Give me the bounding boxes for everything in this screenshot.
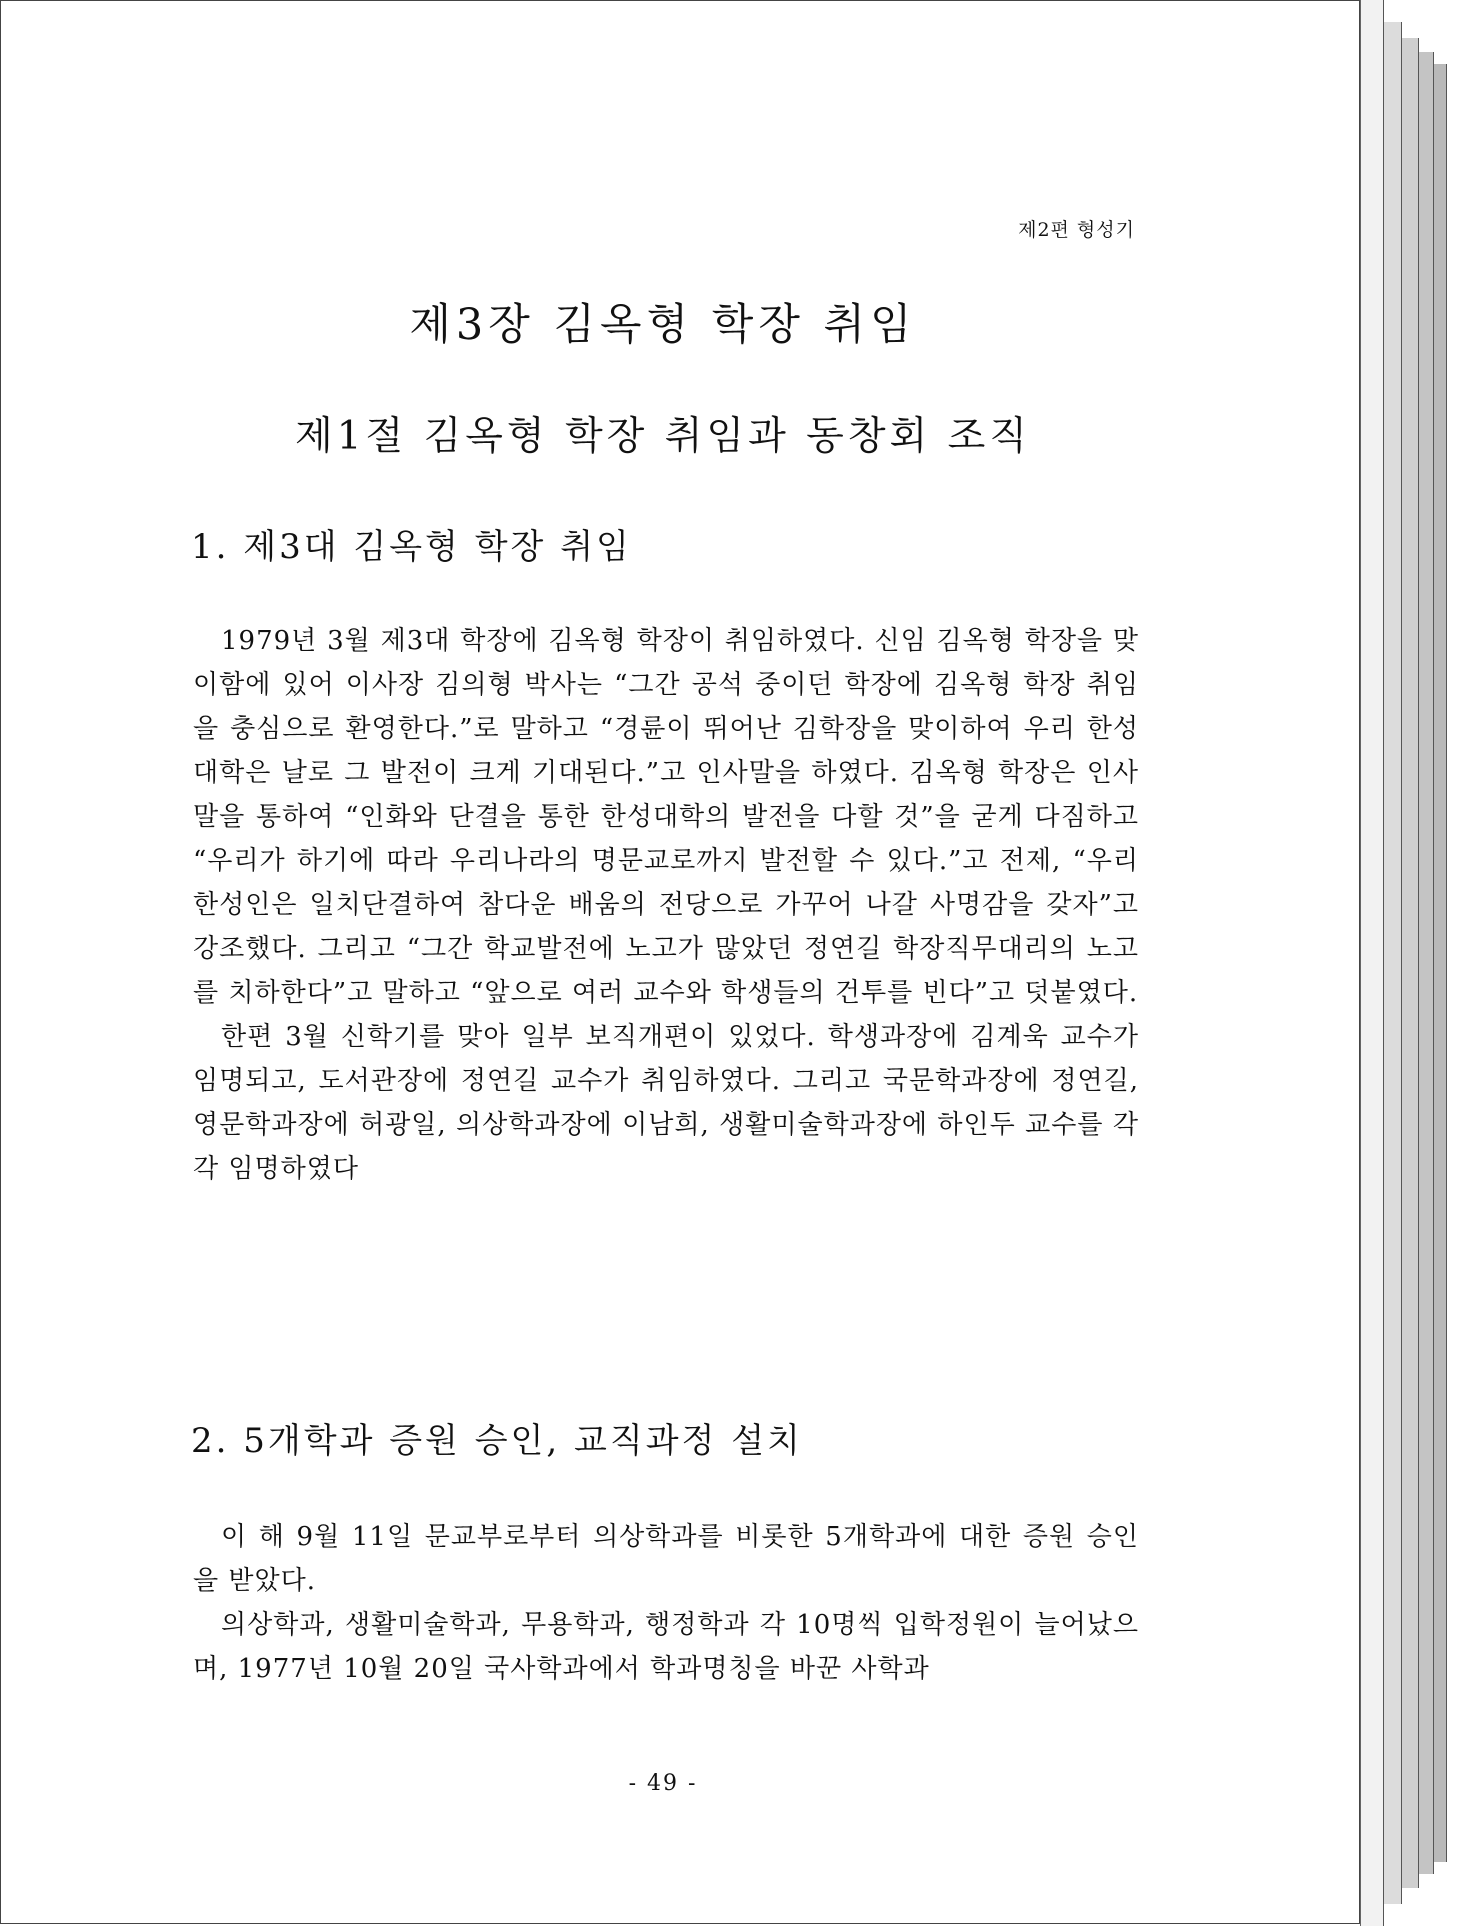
paragraph: 의상학과, 생활미술학과, 무용학과, 행정학과 각 10명씩 입학정원이 늘어났으며, 1977년 10월 20일 국사학과에서 학과명칭을 바꾼 사학과 xyxy=(193,1610,1139,1684)
subsection-body-1 xyxy=(193,619,1139,1191)
book-edge xyxy=(1360,0,1384,1926)
book-edge xyxy=(1402,38,1419,1888)
subsection-body-2 xyxy=(193,1515,1139,1691)
paragraph: 한편 3월 신학기를 맞아 일부 보직개편이 있었다. 학생과장에 김계욱 교수가 임명되고, 도서관장에 정연길 교수가 취임하였다. 그리고 국문학과장에 정연길, 영문학과장에 허광일, 의상학과장에 이남희, 생활미술학과장에 하인두 교수를 각각 임명하였다 xyxy=(193,1022,1139,1184)
paragraph: 1979년 3월 제3대 학장에 김옥형 학장이 취임하였다. 신임 김옥형 학장을 맞이함에 있어 이사장 김의형 박사는 “그간 공석 중이던 학장에 김옥형 학장 취임을 충심으로 환영한다.”로 말하고 “경륜이 뛰어난 김학장을 맞이하여 우리 한성대학은 날로 그 발전이 크게 기대된다.”고 인사말을 하였다. 김옥형 학장은 인사말을 통하여 “인화와 단결을 통한 한성대학의 발전을 다할 것”을 굳게 다짐하고 “우리가 하기에 따라 우리나라의 명문교로까지 발전할 수 있다.”고 전제, “우리 한성인은 일치단결하여 참다운 배움의 전당으로 가꾸어 나갈 사명감을 갖자”고 강조했다. 그리고 “그간 학교발전에 노고가 많았던 정연길 학장직무대리의 노고를 치하한다”고 말하고 “앞으로 여러 교수와 학생들의 건투를 빈다”고 덧붙였다. xyxy=(193,626,1139,1008)
subsection-heading-2: 2. 5개학과 증원 승인, 교직과정 설치 xyxy=(191,1421,803,1461)
running-head: 제2편 형성기 xyxy=(1018,219,1135,241)
paragraph: 이 해 9월 11일 문교부로부터 의상학과를 비롯한 5개학과에 대한 증원 승인을 받았다. xyxy=(193,1522,1139,1596)
book-edge xyxy=(1434,64,1447,1862)
page-number: - 49 - xyxy=(628,1771,698,1796)
book-edge xyxy=(1419,52,1434,1874)
subsection-heading-1: 1. 제3대 김옥형 학장 취임 xyxy=(191,527,632,567)
book-edge xyxy=(1383,22,1402,1904)
chapter-title: 제3장 김옥형 학장 취임 xyxy=(409,300,917,350)
section-title: 제1절 김옥형 학장 취임과 동창회 조직 xyxy=(295,414,1031,459)
